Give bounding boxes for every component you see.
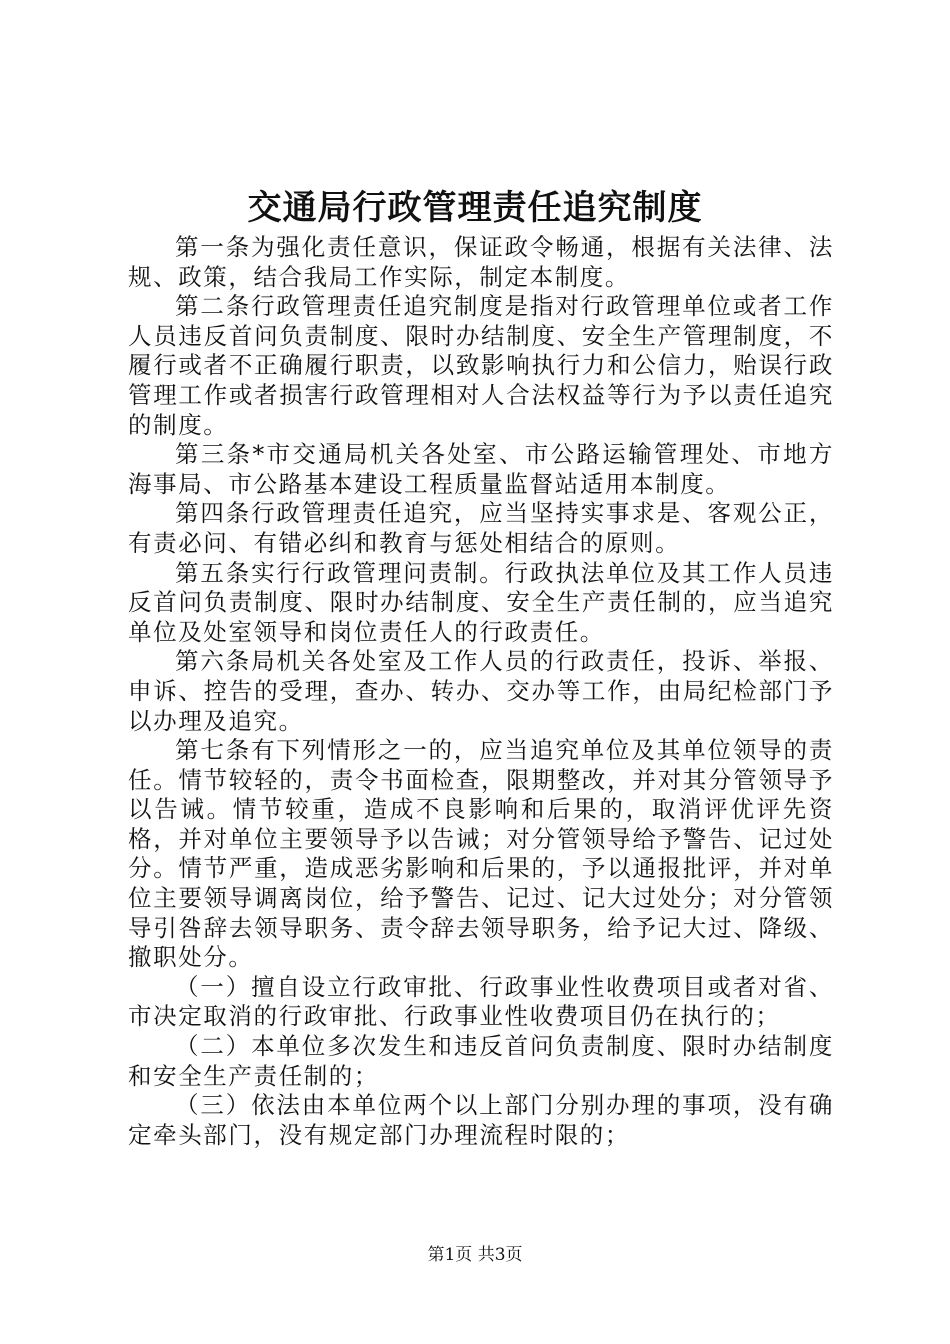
article-6-paragraph: 第六条局机关各处室及工作人员的行政责任，投诉、举报、申诉、控告的受理，查办、转办、交办等工作，由局纪检部门予以办理及追究。 xyxy=(128,647,834,735)
page-footer: 第1页 共3页 xyxy=(427,1245,523,1265)
article-1-paragraph: 第一条为强化责任意识，保证政令畅通，根据有关法律、法规、政策，结合我局工作实际，制定本制度。 xyxy=(128,233,834,291)
article-3-paragraph: 第三条*市交通局机关各处室、市公路运输管理处、市地方海事局、市公路基本建设工程质量监督站适用本制度。 xyxy=(128,440,834,498)
clause-2-paragraph: （二）本单位多次发生和违反首问负责制度、限时办结制度和安全生产责任制的； xyxy=(128,1032,834,1090)
article-2-paragraph: 第二条行政管理责任追究制度是指对行政管理单位或者工作人员违反首问负责制度、限时办结制度、安全生产管理制度，不履行或者不正确履行职责，以致影响执行力和公信力，贻误行政管理工作或者损害行政管理相对人合法权益等行为予以责任追究的制度。 xyxy=(128,292,834,439)
document-body xyxy=(128,233,834,1150)
clause-1-paragraph: （一）擅自设立行政审批、行政事业性收费项目或者对省、市决定取消的行政审批、行政事业性收费项目仍在执行的； xyxy=(128,972,834,1031)
document-title: 交通局行政管理责任追究制度 xyxy=(247,188,703,228)
article-5-paragraph: 第五条实行行政管理问责制。行政执法单位及其工作人员违反首问负责制度、限时办结制度、安全生产责任制的，应当追究单位及处室领导和岗位责任人的行政责任。 xyxy=(128,558,834,646)
article-4-paragraph: 第四条行政管理责任追究，应当坚持实事求是、客观公正，有责必问、有错必纠和教育与惩处相结合的原则。 xyxy=(128,499,834,557)
article-7-paragraph: 第七条有下列情形之一的，应当追究单位及其单位领导的责任。情节较轻的，责令书面检查，限期整改，并对其分管领导予以告诫。情节较重，造成不良影响和后果的，取消评优评先资格，并对单位主要领导予以告诫；对分管领导给予警告、记过处分。情节严重，造成恶劣影响和后果的，予以通报批评，并对单位主要领导调离岗位，给予警告、记过、记大过处分；对分管领导引咎辞去领导职务、责令辞去领导职务，给予记大过、降级、撤职处分。 xyxy=(128,736,834,972)
clause-3-paragraph: （三）依法由本单位两个以上部门分别办理的事项，没有确定牵头部门，没有规定部门办理流程时限的； xyxy=(128,1091,834,1149)
